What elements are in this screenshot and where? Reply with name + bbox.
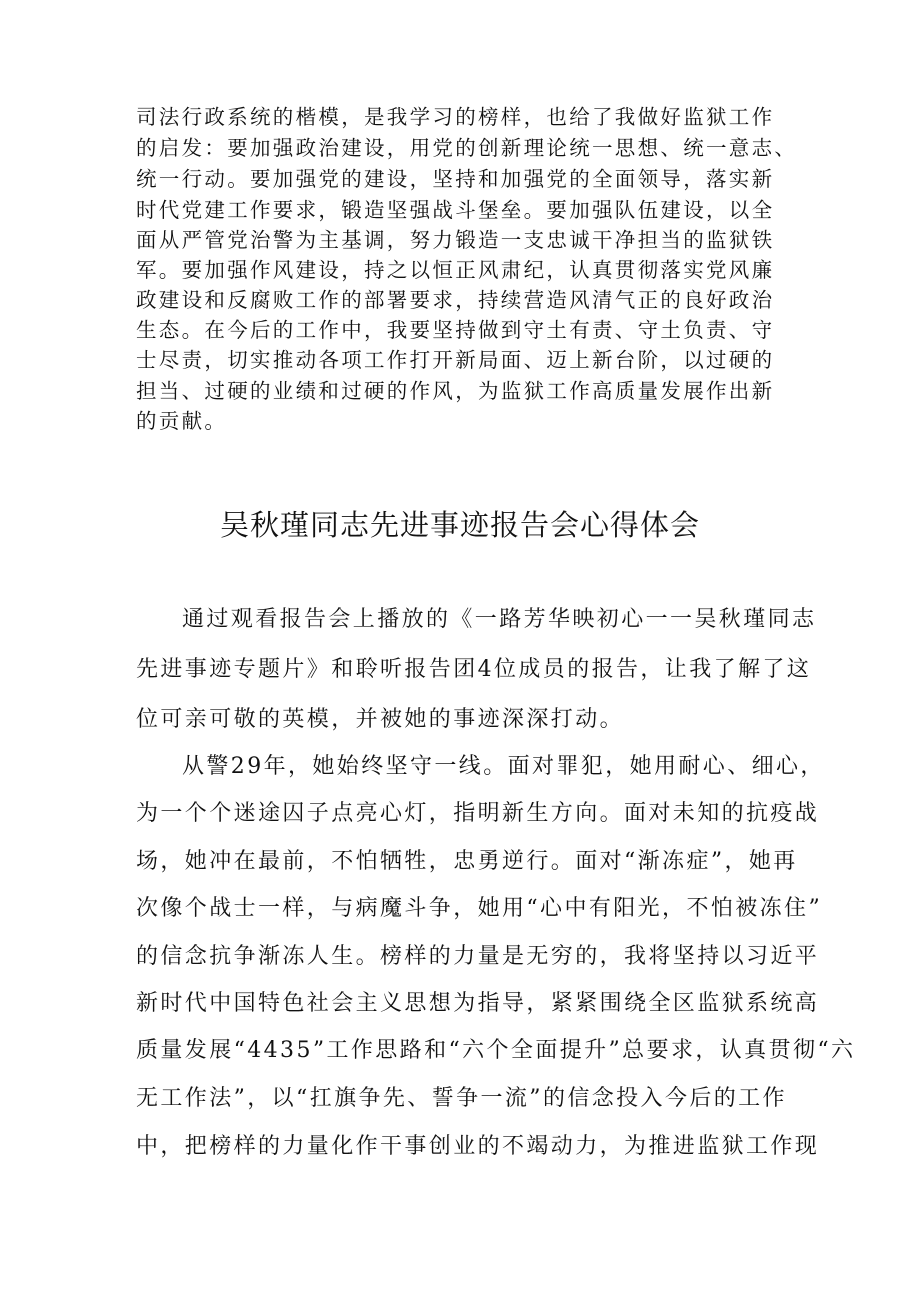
paragraph-line: 生态。在今后的工作中，我要坚持做到守土有责、守土负责、守 <box>136 318 775 342</box>
paragraph-line: 的启发：要加强政治建设，用党的创新理论统一思想、统一意志、 <box>136 136 798 160</box>
paragraph-line: 的贡献。 <box>136 409 228 433</box>
paragraph-line: 场，她冲在最前，不怕牺牲，忠勇逆行。面对“渐冻症”，她再 <box>136 849 798 874</box>
paragraph-line: 司法行政系统的楷模，是我学习的榜样，也给了我做好监狱工作 <box>136 105 775 129</box>
article-title: 吴秋瑾同志先进事迹报告会心得体会 <box>219 508 700 542</box>
paragraph-line: 为一个个迷途囚子点亮心灯，指明新生方向。面对未知的抗疫战 <box>136 801 820 826</box>
paragraph-line: 通过观看报告会上播放的《一路芳华映初心一一吴秋瑾同志 <box>182 607 817 632</box>
paragraph-line: 士尽责，切实推动各项工作打开新局面、迈上新台阶，以过硬的 <box>136 348 775 372</box>
paragraph-line: 位可亲可敬的英模，并被她的事迹深深打动。 <box>136 707 625 732</box>
paragraph-line: 质量发展“4435”工作思路和“六个全面提升”总要求，认真贯彻“六 <box>136 1038 856 1063</box>
paragraph-line: 时代党建工作要求，锻造坚强战斗堡垒。要加强队伍建设，以全 <box>136 198 775 222</box>
paragraph-line: 无工作法”，以“扛旗争先、誓争一流”的信念投入今后的工作 <box>136 1086 787 1111</box>
paragraph-line: 面从严管党治警为主基调，努力锻造一支忠诚干净担当的监狱铁 <box>136 228 775 252</box>
paragraph-line: 军。要加强作风建设，持之以恒正风肃纪，认真贯彻落实党风廉 <box>136 258 775 282</box>
paragraph-line: 中，把榜样的力量化作干事创业的不竭动力，为推进监狱工作现 <box>136 1134 820 1159</box>
paragraph-line: 新时代中国特色社会主义思想为指导，紧紧围绕全区监狱系统高 <box>136 991 820 1016</box>
paragraph-line: 先进事迹专题片》和聆听报告团4位成员的报告，让我了解了这 <box>136 657 812 682</box>
paragraph-line: 统一行动。要加强党的建设，坚持和加强党的全面领导，落实新 <box>136 167 775 191</box>
paragraph-line: 政建设和反腐败工作的部署要求，持续营造风清气正的良好政治 <box>136 288 775 312</box>
paragraph-line: 从警29年，她始终坚守一线。面对罪犯，她用耐心、细心， <box>182 754 825 779</box>
paragraph-line: 次像个战士一样，与病魔斗争，她用“心中有阳光，不怕被冻住” <box>136 896 823 921</box>
paragraph-line: 的信念抗争渐冻人生。榜样的力量是无穷的，我将坚持以习近平 <box>136 944 820 969</box>
paragraph-line: 担当、过硬的业绩和过硬的作风，为监狱工作高质量发展作出新 <box>136 379 775 403</box>
